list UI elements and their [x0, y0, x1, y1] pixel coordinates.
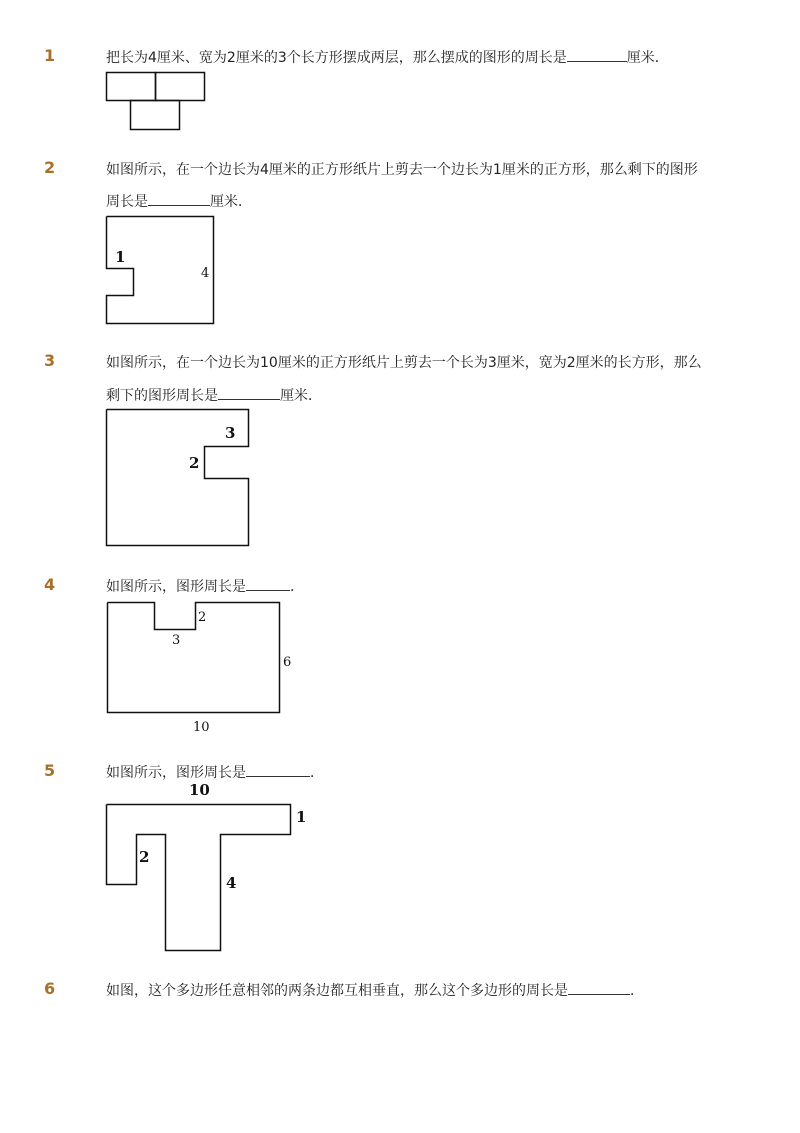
question-3-line1: 如图所示，在一个边长为10厘米的正方形纸片上剪去一个长为3厘米，宽为2厘米的长方形，那么	[106, 355, 702, 371]
question-4-text-after: ．	[290, 579, 304, 595]
question-6-number: 6	[44, 979, 56, 998]
question-1-text-after: 厘米．	[626, 50, 669, 66]
question-3-number: 3	[44, 351, 56, 370]
question-5-number: 5	[44, 761, 56, 780]
question-3-line2-after: 厘米．	[280, 388, 322, 404]
question-2-line2-before: 周长是	[106, 194, 148, 210]
q4-label-notch-depth: 2	[198, 610, 207, 625]
question-4-number: 4	[44, 575, 56, 594]
question-5-text-after: ．	[310, 765, 324, 781]
question-5-text-before: 如图所示，图形周长是	[106, 765, 246, 781]
q3-label-length: 3	[225, 424, 236, 442]
question-2-number: 2	[44, 158, 56, 177]
question-1-number: 1	[44, 46, 56, 65]
q4-label-width: 10	[193, 720, 210, 735]
q2-label-side: 4	[201, 266, 210, 281]
q2-label-cut: 1	[115, 248, 126, 266]
question-2-line1: 如图所示，在一个边长为4厘米的正方形纸片上剪去一个边长为1厘米的正方形，那么剩下的图形	[106, 162, 698, 178]
q3-label-width: 2	[189, 454, 200, 472]
question-6-text-after: ．	[630, 983, 644, 999]
q5-label-left: 2	[139, 848, 150, 866]
question-6-text-before: 如图，这个多边形任意相邻的两条边都互相垂直，那么这个多边形的周长是	[106, 983, 568, 999]
question-6-answer-blank[interactable]	[568, 980, 630, 995]
q5-label-right: 1	[296, 808, 307, 826]
q5-shape	[107, 805, 291, 951]
question-6-text	[106, 980, 644, 1000]
q5-label-top: 10	[189, 781, 210, 799]
question-4-text-before: 如图所示，图形周长是	[106, 579, 246, 595]
question-3-line2-before: 剩下的图形周长是	[106, 388, 218, 404]
q4-label-notch-width: 3	[172, 633, 181, 648]
q5-label-stem: 4	[226, 874, 237, 892]
question-1-text-before: 把长为4厘米、宽为2厘米的3个长方形摆成两层，那么摆成的图形的周长是	[106, 50, 567, 66]
question-2-line2-after: 厘米．	[210, 194, 252, 210]
q4-label-height: 6	[283, 655, 292, 670]
